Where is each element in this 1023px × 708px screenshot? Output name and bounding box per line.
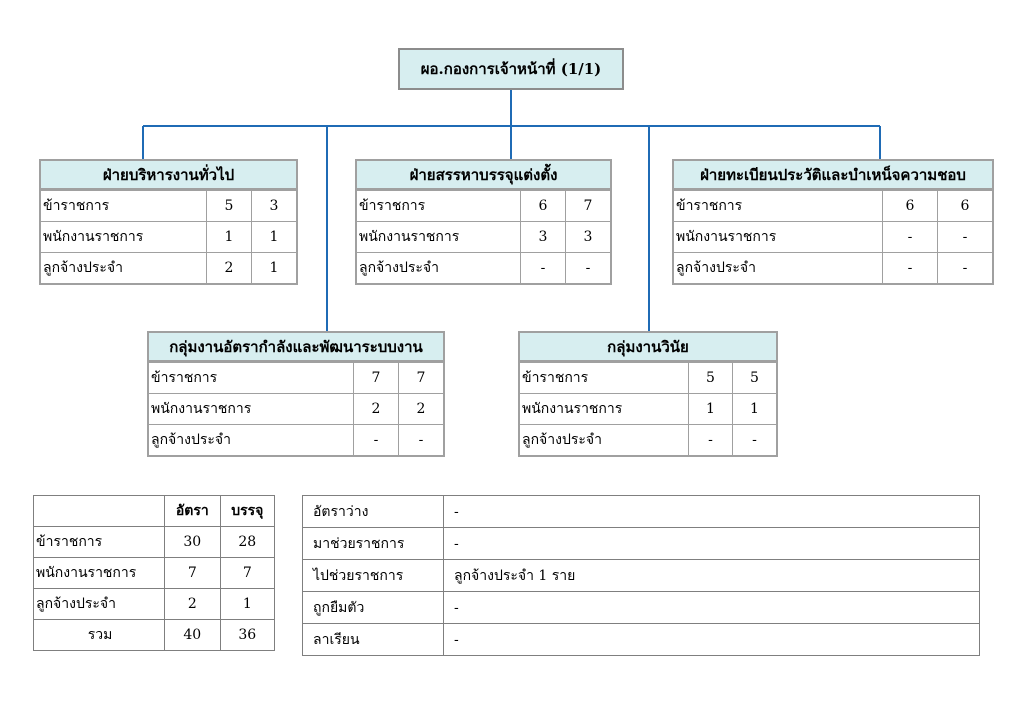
summary-filled: 1 [220,589,274,620]
summary-total-rate: 40 [165,620,221,651]
filled-value: 3 [251,191,296,221]
row-label: พนักงานราชการ [676,229,777,245]
unit-row [357,190,610,221]
unit-row [520,424,776,455]
row-label: ลูกจ้างประจำ [676,260,756,276]
unit-title: กลุ่มงานวินัย [520,333,776,362]
unit-row [357,252,610,283]
unit-row [41,190,296,221]
row-label: ลูกจ้างประจำ [359,260,439,276]
status-key: มาช่วยราชการ [303,528,444,560]
row-label: พนักงานราชการ [43,229,144,245]
filled-value: - [565,253,610,283]
unit-row [149,362,443,393]
status-key: อัตราว่าง [303,496,444,528]
summary-row [34,589,275,620]
status-table [302,495,980,656]
filled-value: - [937,253,992,283]
status-row [303,560,980,592]
summary-rate: 7 [165,558,221,589]
rate-value: 2 [206,253,251,283]
rate-value: 6 [520,191,565,221]
rate-value: 1 [206,222,251,252]
summary-filled: 28 [220,527,274,558]
rate-value: 7 [353,363,398,393]
summary-total-label: รวม [34,620,165,651]
unit-row [149,424,443,455]
status-row [303,624,980,656]
status-row [303,528,980,560]
unit-row [357,221,610,252]
rate-value: 6 [882,191,937,221]
filled-value: 5 [732,363,776,393]
rate-value: 2 [353,394,398,424]
unit-title: ฝ่ายทะเบียนประวัติและบำเหน็จความชอบ [674,161,992,190]
filled-value: 7 [565,191,610,221]
summary-label: พนักงานราชการ [34,558,165,589]
status-key: ถูกยืมตัว [303,592,444,624]
filled-value: - [398,425,443,455]
rate-value: - [688,425,732,455]
status-value: - [444,592,980,624]
summary-total-filled: 36 [220,620,274,651]
summary-row [34,558,275,589]
status-value: - [444,624,980,656]
row-label: พนักงานราชการ [522,401,623,417]
status-row [303,496,980,528]
unit-row [674,190,992,221]
summary-label: ลูกจ้างประจำ [34,589,165,620]
row-label: พนักงานราชการ [359,229,460,245]
unit-box-discipline [518,331,778,457]
rate-value: 5 [688,363,732,393]
filled-value: 1 [732,394,776,424]
unit-row [520,393,776,424]
row-label: ข้าราชการ [359,198,426,214]
filled-value: 3 [565,222,610,252]
summary-header-row [34,496,275,527]
status-value: ลูกจ้างประจำ 1 ราย [444,560,980,592]
summary-rate: 30 [165,527,221,558]
row-label: ข้าราชการ [676,198,743,214]
summary-filled: 7 [220,558,274,589]
summary-header-rate: อัตรา [165,496,221,527]
status-value: - [444,496,980,528]
summary-total-row [34,620,275,651]
filled-value: 7 [398,363,443,393]
row-label: ลูกจ้างประจำ [43,260,123,276]
row-label: ลูกจ้างประจำ [522,432,602,448]
filled-value: 1 [251,222,296,252]
row-label: ลูกจ้างประจำ [151,432,231,448]
filled-value: - [937,222,992,252]
unit-row [674,252,992,283]
unit-title: ฝ่ายสรรหาบรรจุแต่งตั้ง [357,161,610,190]
unit-row [41,221,296,252]
unit-row [149,393,443,424]
rate-value: 5 [206,191,251,221]
rate-value: - [520,253,565,283]
unit-row [520,362,776,393]
unit-row [674,221,992,252]
unit-box-registry-merit [672,159,994,285]
filled-value: 2 [398,394,443,424]
row-label: พนักงานราชการ [151,401,252,417]
row-label: ข้าราชการ [43,198,110,214]
rate-value: 3 [520,222,565,252]
row-label: ข้าราชการ [151,370,218,386]
rate-value: - [882,253,937,283]
row-label: ข้าราชการ [522,370,589,386]
status-value: - [444,528,980,560]
filled-value: 6 [937,191,992,221]
unit-title: กลุ่มงานอัตรากำลังและพัฒนาระบบงาน [149,333,443,362]
unit-title: ฝ่ายบริหารงานทั่วไป [41,161,296,190]
summary-header-blank [34,496,165,527]
summary-label: ข้าราชการ [34,527,165,558]
status-key: ลาเรียน [303,624,444,656]
summary-row [34,527,275,558]
rate-value: 1 [688,394,732,424]
rate-value: - [353,425,398,455]
root-box [398,48,624,90]
unit-box-manpower-development [147,331,445,457]
filled-value: 1 [251,253,296,283]
rate-value: - [882,222,937,252]
summary-header-filled: บรรจุ [220,496,274,527]
unit-box-recruitment [355,159,612,285]
unit-box-general-admin [39,159,298,285]
summary-table [33,495,275,651]
summary-rate: 2 [165,589,221,620]
status-row [303,592,980,624]
status-key: ไปช่วยราชการ [303,560,444,592]
filled-value: - [732,425,776,455]
unit-row [41,252,296,283]
root-title: ผอ.กองการเจ้าหน้าที่ (1/1) [420,60,602,78]
